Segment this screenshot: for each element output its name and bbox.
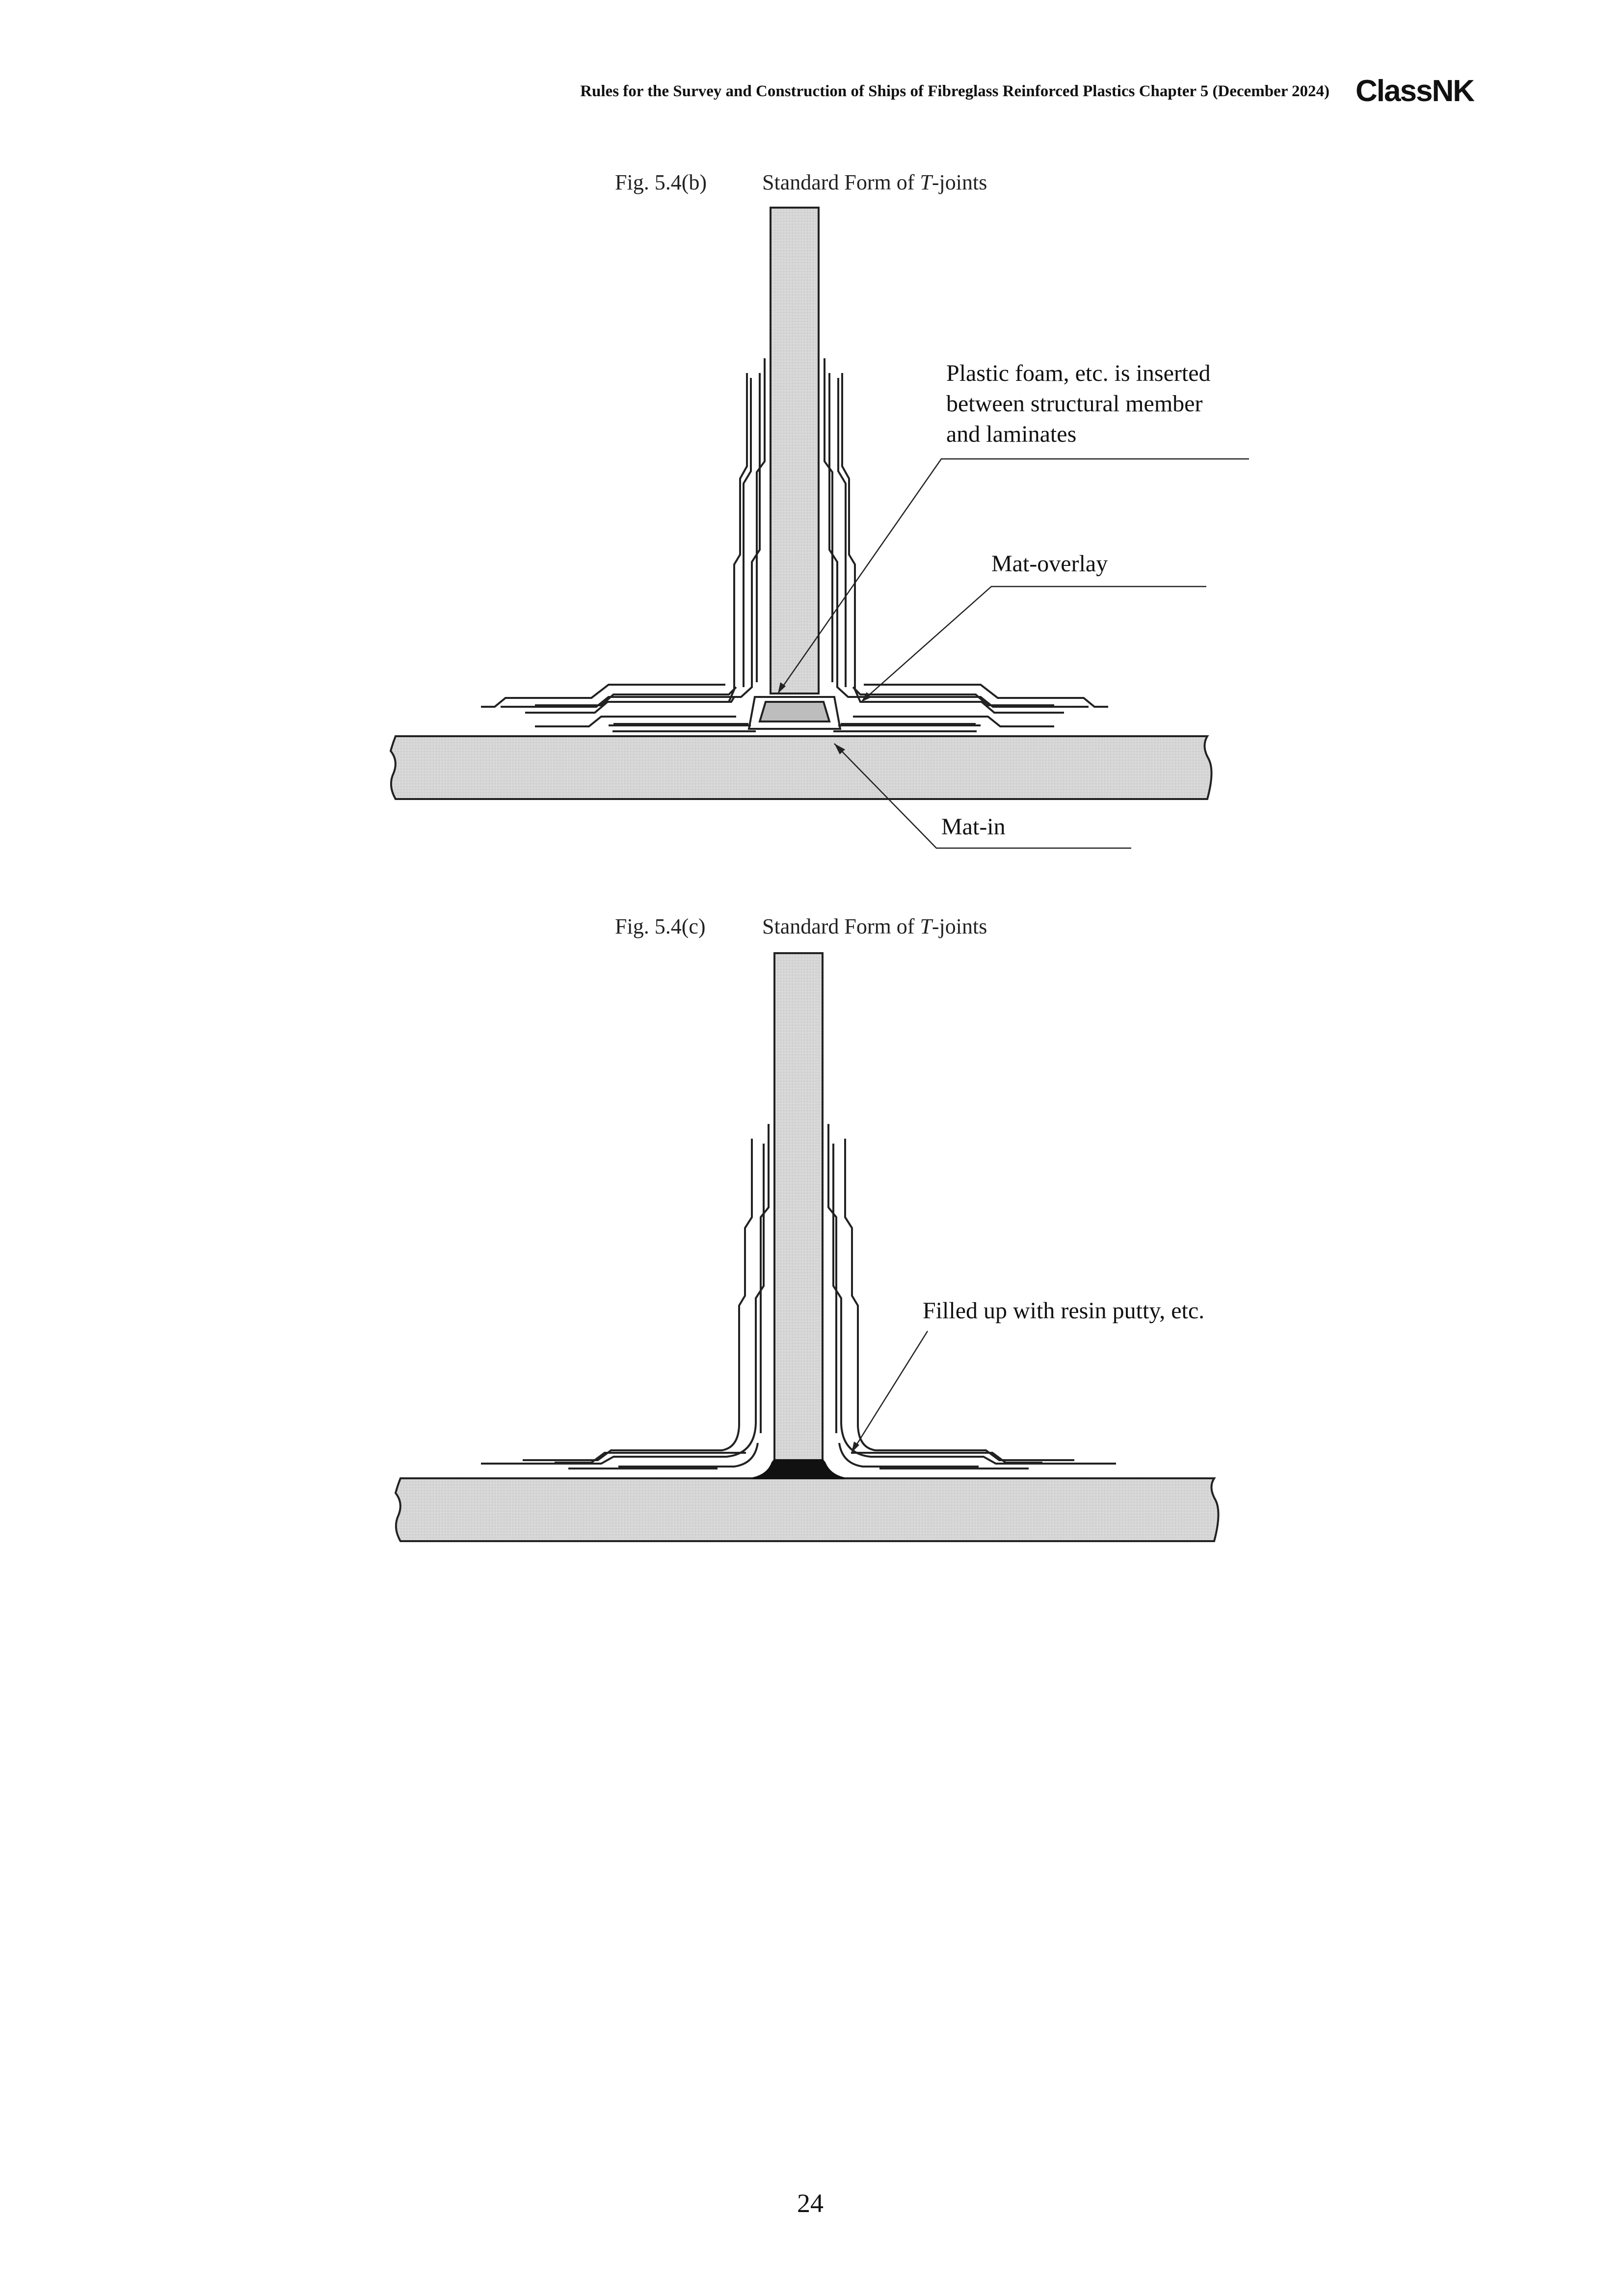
figure-c-resin-putty-leader — [851, 1331, 928, 1453]
figure-b-base-plate — [391, 736, 1212, 799]
figure-b-label-mat-in: Mat-in — [941, 814, 1006, 840]
figure-b-laminate-left-1 — [501, 373, 760, 707]
figure-c-number: Fig. 5.4(c) — [615, 914, 706, 938]
figure-c-base-plate — [396, 1478, 1219, 1541]
figure-b-number: Fig. 5.4(b) — [615, 170, 707, 194]
figure-b-label-mat-overlay: Mat-overlay — [991, 551, 1108, 577]
figure-b-vertical-member — [771, 208, 819, 694]
figure-c-resin-putty — [753, 1460, 844, 1478]
figure-c-laminate-left-1 — [481, 1144, 764, 1464]
figure-c-drawing — [396, 953, 1219, 1541]
figure-b-title: Standard Form of T-joints — [762, 170, 987, 194]
figure-c-vertical-member — [774, 953, 823, 1461]
classnk-logo: ClassNK — [1356, 74, 1474, 108]
figure-b-drawing — [391, 208, 1249, 848]
page-number: 24 — [797, 2189, 824, 2218]
figure-c-label-resin-putty: Filled up with resin putty, etc. — [923, 1298, 1205, 1324]
figure-c-title: Standard Form of T-joints — [762, 914, 987, 938]
running-header: Rules for the Survey and Construction of Ships of Fibreglass Reinforced Plastics Chapter 5 (December 2024) — [580, 82, 1330, 100]
figure-b-foam-block — [760, 702, 829, 721]
figure-b-label-foam: Plastic foam, etc. is inserted between structural member and laminates — [946, 360, 1211, 447]
